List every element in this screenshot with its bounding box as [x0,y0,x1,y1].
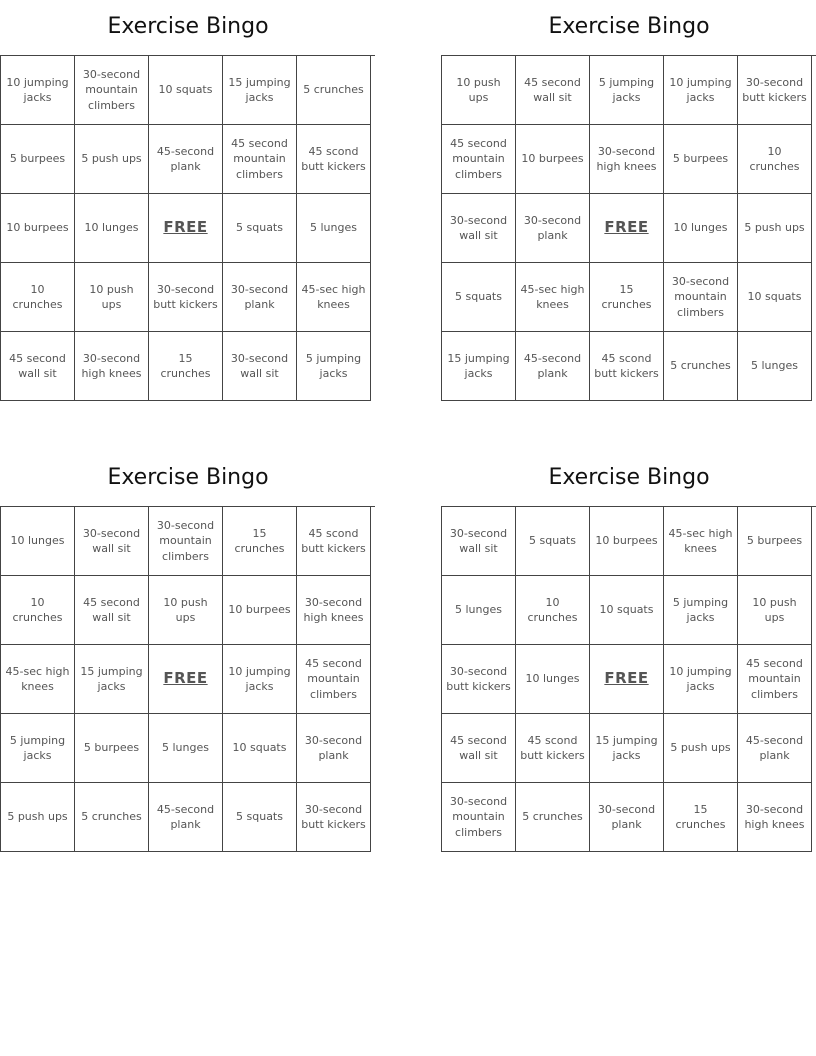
bingo-cell: 45 scond butt kickers [297,507,371,576]
bingo-cell: 45 second mountain climbers [738,645,812,714]
bingo-cell: 30-second wall sit [442,507,516,576]
bingo-cell: 5 lunges [149,714,223,783]
bingo-cell: 10 squats [149,56,223,125]
bingo-cell: 10 burpees [223,576,297,645]
bingo-cell: 10 burpees [590,507,664,576]
bingo-cell: 10 squats [223,714,297,783]
bingo-cell: 30-second butt kickers [442,645,516,714]
bingo-cell: 45 second mountain climbers [297,645,371,714]
bingo-cell: 10 lunges [516,645,590,714]
bingo-cell: 45 second wall sit [1,332,75,401]
bingo-cell: 45-second plank [149,783,223,852]
free-space-cell: FREE [590,645,664,714]
bingo-cell: 10 burpees [516,125,590,194]
card-title: Exercise Bingo [107,465,269,490]
card-title: Exercise Bingo [548,14,710,39]
bingo-cell: 5 lunges [738,332,812,401]
bingo-cell: 5 crunches [297,56,371,125]
bingo-cell: 5 burpees [1,125,75,194]
bingo-cell: 10 jumping jacks [664,56,738,125]
bingo-cell: 15 jumping jacks [75,645,149,714]
bingo-cell: 30-second plank [590,783,664,852]
bingo-cell: 15 crunches [149,332,223,401]
bingo-cell: 10 lunges [1,507,75,576]
bingo-cell: 10 jumping jacks [1,56,75,125]
bingo-cell: 30-second high knees [297,576,371,645]
bingo-cell: 30-second high knees [738,783,812,852]
bingo-cell: 15 jumping jacks [223,56,297,125]
card-title: Exercise Bingo [548,465,710,490]
free-space-cell: FREE [149,194,223,263]
bingo-cell: 30-second high knees [75,332,149,401]
bingo-card-2 [441,10,816,401]
bingo-cell: 5 squats [223,194,297,263]
bingo-cell: 5 burpees [75,714,149,783]
bingo-cell: 5 squats [223,783,297,852]
bingo-cell: 15 crunches [590,263,664,332]
bingo-cell: 10 push ups [149,576,223,645]
free-space-cell: FREE [149,645,223,714]
bingo-cell: 30-second butt kickers [738,56,812,125]
bingo-cell: 30-second mountain climbers [664,263,738,332]
bingo-cell: 45 second wall sit [516,56,590,125]
bingo-cell: 30-second wall sit [442,194,516,263]
bingo-cell: 10 crunches [516,576,590,645]
bingo-cell: 30-second high knees [590,125,664,194]
bingo-cell: 45 second wall sit [442,714,516,783]
bingo-card-4 [441,461,816,852]
bingo-cell: 5 burpees [664,125,738,194]
bingo-cell: 5 push ups [738,194,812,263]
bingo-cell: 45-second plank [738,714,812,783]
bingo-cell: 15 jumping jacks [442,332,516,401]
bingo-cell: 5 push ups [664,714,738,783]
bingo-cell: 30-second wall sit [223,332,297,401]
bingo-cell: 30-second mountain climbers [75,56,149,125]
bingo-cell: 15 jumping jacks [590,714,664,783]
bingo-cell: 30-second plank [516,194,590,263]
bingo-cell: 10 push ups [738,576,812,645]
bingo-cell: 45 second mountain climbers [442,125,516,194]
bingo-cell: 10 squats [738,263,812,332]
bingo-cell: 45-sec high knees [1,645,75,714]
bingo-cell: 5 jumping jacks [664,576,738,645]
bingo-cell: 10 lunges [664,194,738,263]
bingo-cell: 15 crunches [664,783,738,852]
card-title: Exercise Bingo [107,14,269,39]
bingo-cell: 5 squats [442,263,516,332]
bingo-cell: 5 lunges [297,194,371,263]
bingo-cell: 45 second mountain climbers [223,125,297,194]
bingo-cell: 5 crunches [516,783,590,852]
bingo-cell: 5 push ups [75,125,149,194]
bingo-cell: 10 crunches [1,576,75,645]
bingo-cell: 5 crunches [664,332,738,401]
bingo-cell: 45-sec high knees [664,507,738,576]
bingo-cell: 45 second wall sit [75,576,149,645]
bingo-cell: 30-second mountain climbers [149,507,223,576]
bingo-cell: 5 squats [516,507,590,576]
bingo-cell: 30-second plank [223,263,297,332]
bingo-cell: 5 lunges [442,576,516,645]
bingo-cell: 5 burpees [738,507,812,576]
bingo-cell: 10 crunches [738,125,812,194]
bingo-cell: 45-sec high knees [297,263,371,332]
free-space-cell: FREE [590,194,664,263]
bingo-cell: 10 burpees [1,194,75,263]
bingo-grid [441,55,816,401]
bingo-cell: 45-second plank [149,125,223,194]
bingo-cell: 10 jumping jacks [223,645,297,714]
bingo-cell: 45-second plank [516,332,590,401]
bingo-cell: 45-sec high knees [516,263,590,332]
bingo-cell: 10 crunches [1,263,75,332]
bingo-cell: 10 jumping jacks [664,645,738,714]
bingo-cell: 10 squats [590,576,664,645]
bingo-cell: 5 jumping jacks [297,332,371,401]
bingo-cell: 45 scond butt kickers [297,125,371,194]
bingo-cell: 45 scond butt kickers [590,332,664,401]
bingo-cell: 30-second butt kickers [297,783,371,852]
bingo-cell: 10 push ups [75,263,149,332]
bingo-grid [0,55,375,401]
bingo-cell: 45 scond butt kickers [516,714,590,783]
bingo-cell: 10 lunges [75,194,149,263]
bingo-grid [441,506,816,852]
bingo-cell: 30-second mountain climbers [442,783,516,852]
bingo-cell: 30-second plank [297,714,371,783]
bingo-cell: 5 crunches [75,783,149,852]
bingo-cell: 15 crunches [223,507,297,576]
bingo-cell: 10 push ups [442,56,516,125]
bingo-cell: 5 jumping jacks [590,56,664,125]
bingo-grid [0,506,375,852]
bingo-card-1 [0,10,376,401]
bingo-cell: 5 push ups [1,783,75,852]
bingo-cell: 30-second wall sit [75,507,149,576]
bingo-card-3 [0,461,376,852]
bingo-cell: 30-second butt kickers [149,263,223,332]
bingo-cell: 5 jumping jacks [1,714,75,783]
